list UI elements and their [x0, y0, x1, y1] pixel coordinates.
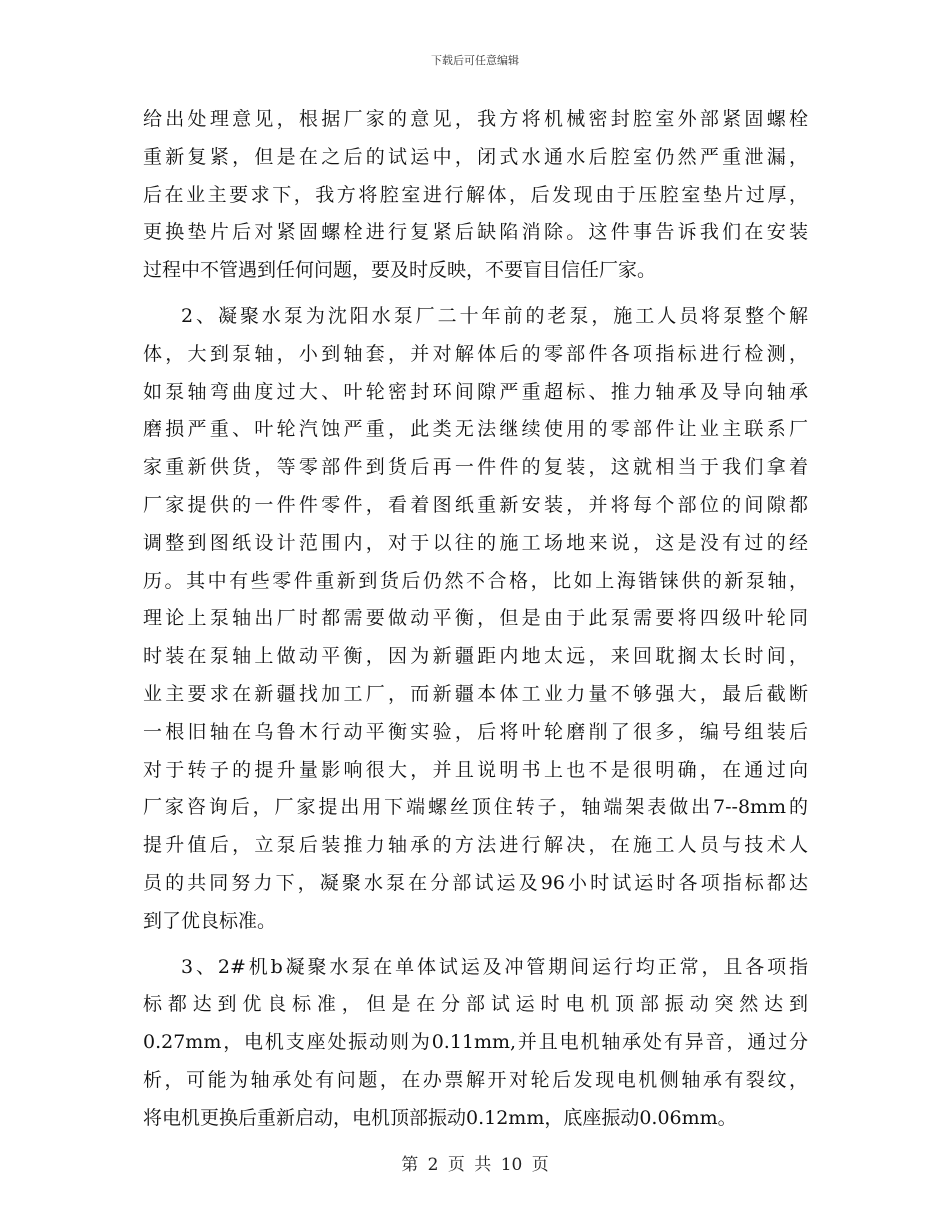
page-header: 下载后可任意编辑: [431, 54, 519, 67]
text-line: 磨损严重、叶轮汽蚀严重，此类无法继续使用的零部件让业主联系厂: [143, 418, 808, 441]
text-line: 家重新供货，等零部件到货后再一件件的复装，这就相当于我们拿着: [143, 456, 808, 479]
text-line: 提升值后，立泵后装推力轴承的方法进行解决，在施工人员与技术人: [143, 834, 808, 857]
text-line: 2、凝聚水泵为沈阳水泵厂二十年前的老泵，施工人员将泵整个解: [181, 304, 808, 327]
text-line: 调整到图纸设计范围内，对于以往的施工场地来说，这是没有过的经: [143, 531, 808, 554]
text-line: 3、2#机b凝聚水泵在单体试运及冲管期间运行均正常，且各项指: [181, 955, 808, 978]
text-line: 过程中不管遇到任何问题，要及时反映，不要盲目信任厂家。: [143, 259, 657, 282]
text-line: 时装在泵轴上做动平衡，因为新疆距内地太远，来回耽搁太长时间，: [143, 645, 808, 668]
text-line: 历。其中有些零件重新到货后仍然不合格，比如上海锴铼供的新泵轴，: [143, 569, 808, 592]
text-line: 理论上泵轴出厂时都需要做动平衡，但是由于此泵需要将四级叶轮同: [143, 607, 808, 630]
text-line: 后在业主要求下，我方将腔室进行解体，后发现由于压腔室垫片过厚，: [143, 183, 808, 206]
document-body: [143, 101, 808, 1138]
text-line: 更换垫片后对紧固螺栓进行复紧后缺陷消除。这件事告诉我们在安装: [143, 221, 808, 244]
text-line: 将电机更换后重新启动，电机顶部振动0.12mm，底座振动0.06mm。: [143, 1106, 737, 1129]
paragraph-gap: [143, 941, 808, 949]
paragraph: [143, 298, 808, 941]
text-line: 业主要求在新疆找加工厂，而新疆本体工业力量不够强大，最后截断: [143, 682, 808, 705]
text-line: 厂家提供的一件件零件，看着图纸重新安装，并将每个部位的间隙都: [143, 493, 808, 516]
text-line: 员的共同努力下，凝聚水泵在分部试运及96小时试运时各项指标都达: [143, 871, 808, 894]
text-line: 如泵轴弯曲度过大、叶轮密封环间隙严重超标、推力轴承及导向轴承: [143, 380, 808, 403]
text-line: 析，可能为轴承处有问题，在办票解开对轮后发现电机侧轴承有裂纹，: [143, 1068, 808, 1091]
text-line: 重新复紧，但是在之后的试运中，闭式水通水后腔室仍然严重泄漏，: [143, 145, 808, 168]
text-line: 到了优良标准。: [143, 909, 277, 932]
text-line: 厂家咨询后，厂家提出用下端螺丝顶住转子，轴端架表做出7--8mm的: [143, 796, 808, 819]
paragraph-gap: [143, 290, 808, 298]
text-line: 0.27mm，电机支座处振动则为0.11mm,并且电机轴承处有异音，通过分: [143, 1031, 808, 1054]
page-number: 第 2 页 共 10 页: [401, 1155, 549, 1175]
paragraph: [143, 949, 808, 1138]
text-line: 对于转子的提升量影响很大，并且说明书上也不是很明确，在通过向: [143, 758, 808, 781]
text-line: 一根旧轴在乌鲁木行动平衡实验，后将叶轮磨削了很多，编号组装后: [143, 720, 808, 743]
text-line: 体，大到泵轴，小到轴套，并对解体后的零部件各项指标进行检测，: [143, 342, 808, 365]
paragraph: [143, 101, 808, 290]
text-line: 标都达到优良标准，但是在分部试运时电机顶部振动突然达到: [143, 993, 808, 1016]
text-line: 给出处理意见，根据厂家的意见，我方将机械密封腔室外部紧固螺栓: [143, 108, 808, 130]
